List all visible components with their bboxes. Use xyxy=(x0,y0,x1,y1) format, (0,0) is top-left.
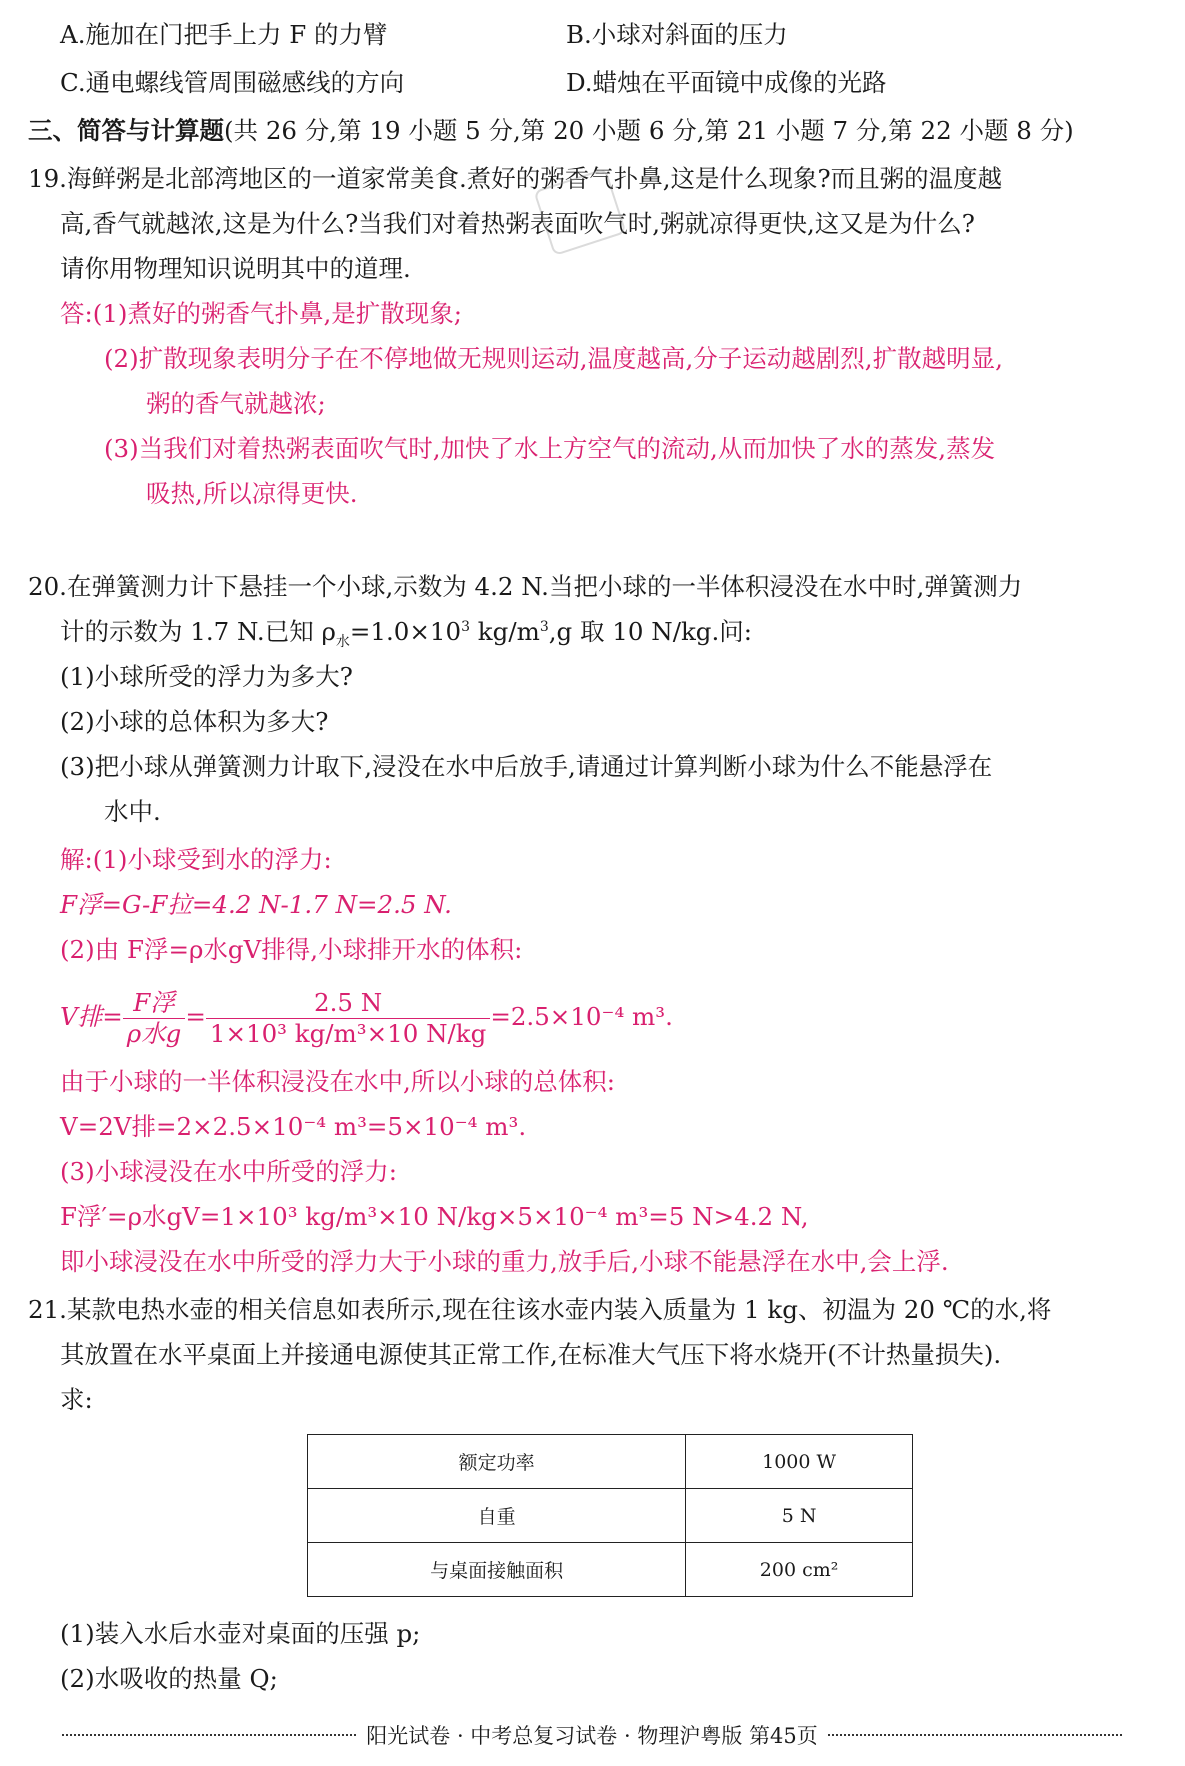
q20-solution-2: F浮=G-F拉=4.2 N-1.7 N=2.5 N. xyxy=(60,890,452,919)
q20-solution-1: 解:(1)小球受到水的浮力: xyxy=(60,845,332,874)
option-a: A.施加在门把手上力 F 的力臂 xyxy=(60,20,388,49)
option-d: D.蜡烛在平面镜中成像的光路 xyxy=(566,68,887,97)
q20-part-2: (2)小球的总体积为多大? xyxy=(60,707,329,736)
table-cell-value: 200 cm² xyxy=(686,1543,913,1597)
q20-solution-3: (2)由 F浮=ρ水gV排得,小球排开水的体积: xyxy=(60,935,523,964)
fraction-2-denominator: 1×10³ kg/m³×10 N/kg xyxy=(209,1019,487,1048)
section-note: (共 26 分,第 19 小题 5 分,第 20 小题 6 分,第 21 小题 7 分,第 22 小题 8 分) xyxy=(224,116,1074,145)
q20-solution-9: 即小球浸没在水中所受的浮力大于小球的重力,放手后,小球不能悬浮在水中,会上浮. xyxy=(60,1247,949,1276)
q20-solution-8: F浮′=ρ水gV=1×10³ kg/m³×10 N/kg×5×10⁻⁴ m³=5 N>4.2 N, xyxy=(60,1202,809,1231)
q20-part-3: (3)把小球从弹簧测力计取下,浸没在水中后放手,请通过计算判断小球为什么不能悬浮在 xyxy=(60,752,993,781)
q20-part-3b: 水中. xyxy=(104,797,161,826)
q20-line-2 xyxy=(60,615,752,649)
q20-line-2-c: =1.0×10 xyxy=(349,617,462,646)
q21-part-2: (2)水吸收的热量 Q; xyxy=(60,1664,278,1693)
volume-lhs: V排= xyxy=(60,1002,123,1031)
q20-solution-6: V=2V排=2×2.5×10⁻⁴ m³=5×10⁻⁴ m³. xyxy=(60,1112,527,1141)
fraction-1-numerator: F浮 xyxy=(123,988,186,1019)
q19-answer-3b: 吸热,所以凉得更快. xyxy=(146,479,358,508)
q21-line-1: 21.某款电热水壶的相关信息如表所示,现在往该水壶内装入质量为 1 kg、初温为 20 ℃的水,将 xyxy=(28,1295,1052,1324)
option-b: B.小球对斜面的压力 xyxy=(566,20,788,49)
q20-line-2-sup2: 3 xyxy=(539,618,549,635)
footer-divider-right xyxy=(828,1734,1122,1736)
table-cell-label: 与桌面接触面积 xyxy=(308,1543,686,1597)
table-row xyxy=(308,1489,913,1543)
q19-answer-2: (2)扩散现象表明分子在不停地做无规则运动,温度越高,分子运动越剧烈,扩散越明显, xyxy=(104,344,1003,373)
fraction-1 xyxy=(123,988,186,1049)
q21-line-3: 求: xyxy=(60,1385,93,1414)
q20-line-2-sub: 水 xyxy=(335,633,350,650)
fraction-2-numerator: 2.5 N xyxy=(206,988,490,1019)
fraction-1-denominator: ρ水g xyxy=(126,1019,182,1048)
volume-rhs: =2.5×10⁻⁴ m³. xyxy=(490,1002,673,1031)
table-cell-value: 5 N xyxy=(686,1489,913,1543)
q20-line-2-g: ,g 取 10 N/kg.问: xyxy=(548,617,753,646)
q20-line-1: 20.在弹簧测力计下悬挂一个小球,示数为 4.2 N.当把小球的一半体积浸没在水中时,弹簧测力 xyxy=(28,572,1023,601)
table-row xyxy=(308,1543,913,1597)
q20-solution-5: 由于小球的一半体积浸没在水中,所以小球的总体积: xyxy=(60,1067,616,1096)
table-cell-label: 额定功率 xyxy=(308,1435,686,1489)
q19-answer-2b: 粥的香气就越浓; xyxy=(146,389,326,418)
q20-solution-7: (3)小球浸没在水中所受的浮力: xyxy=(60,1157,397,1186)
q19-line-2: 高,香气就越浓,这是为什么?当我们对着热粥表面吹气时,粥就凉得更快,这又是为什么? xyxy=(60,209,975,238)
spec-table xyxy=(307,1434,913,1597)
q19-line-3: 请你用物理知识说明其中的道理. xyxy=(60,254,411,283)
q19-answer-3: (3)当我们对着热粥表面吹气时,加快了水上方空气的流动,从而加快了水的蒸发,蒸发 xyxy=(104,434,996,463)
table-row xyxy=(308,1435,913,1489)
table-cell-value: 1000 W xyxy=(686,1435,913,1489)
q19-answer-1: 答:(1)煮好的粥香气扑鼻,是扩散现象; xyxy=(60,299,462,328)
option-c: C.通电螺线管周围磁感线的方向 xyxy=(60,68,405,97)
section-title: 三、简答与计算题 xyxy=(28,116,224,145)
footer-text: 阳光试卷 · 中考总复习试卷 · 物理沪粤版 第45页 xyxy=(366,1724,818,1748)
q20-line-2-a: 计的示数为 1.7 N.已知 ρ xyxy=(60,617,336,646)
q20-line-2-sup: 3 xyxy=(461,618,471,635)
q21-line-2: 其放置在水平桌面上并接通电源使其正常工作,在标准大气压下将水烧开(不计热量损失). xyxy=(60,1340,1002,1369)
q21-part-1: (1)装入水后水壶对桌面的压强 p; xyxy=(60,1619,421,1648)
q20-line-2-e: kg/m xyxy=(470,617,540,646)
q20-solution-4: V排= $\frac{\text{F浮}}{\text{ρ水g}}$ = $\frac{2.5 N}{\text{1×10³ kg/m³×10 N/kg}}$ =2.5×10⁻⁴ m³. xyxy=(60,988,673,1048)
q20-part-1: (1)小球所受的浮力为多大? xyxy=(60,662,353,691)
fraction-2 xyxy=(206,988,490,1049)
table-cell-label: 自重 xyxy=(308,1489,686,1543)
section-header xyxy=(28,114,1074,148)
footer-divider-left xyxy=(62,1734,356,1736)
page-footer xyxy=(52,1720,1132,1750)
q19-line-1: 19.海鲜粥是北部湾地区的一道家常美食.煮好的粥香气扑鼻,这是什么现象?而且粥的温度越 xyxy=(28,164,1003,193)
